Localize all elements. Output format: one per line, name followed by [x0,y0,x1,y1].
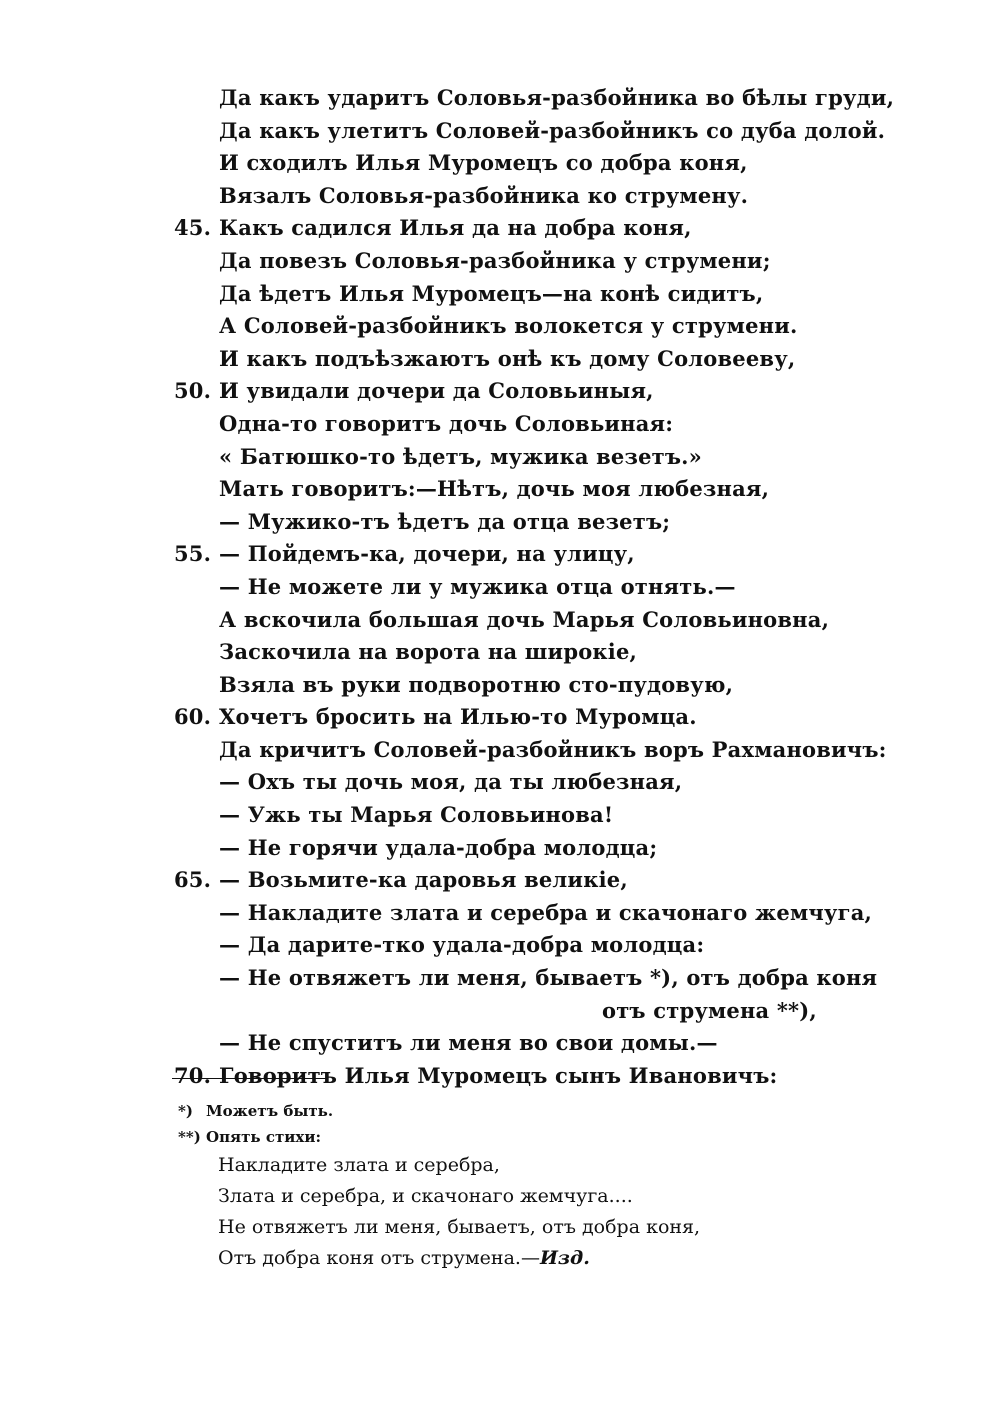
footnote-rule [172,1078,328,1079]
verse-line [0,147,1000,180]
footnote-text: Можетъ быть. [206,1102,334,1120]
footnote [0,1098,1000,1124]
verse-line-continuation [0,995,1000,1028]
verse-line [0,82,1000,115]
verse-line [0,538,1000,571]
line-text: Заскочила на ворота на широкіе, [219,639,638,665]
line-text: — Не можете ли у мужика отца отнять.— [219,573,736,599]
footnote-mark: **) [178,1128,201,1146]
verse-line [0,897,1000,930]
verse-line [0,734,1000,767]
footnote-verse [0,1150,1000,1274]
verse-line [0,701,1000,734]
footnote-verse-words: Накладите злата и серебра, [218,1154,500,1176]
footnote-verse-text [218,1181,633,1212]
line-number: 45. [174,215,212,241]
verse-line [0,1027,1000,1060]
verse-line [0,864,1000,897]
line-text: Да какъ улетитъ Соловей-разбойникъ со дуба долой. [219,117,886,143]
verse-line [0,245,1000,278]
line-text: « Батюшко-то ѣдетъ, мужика везетъ.» [219,443,703,469]
footnote [0,1124,1000,1150]
verse-line [0,799,1000,832]
editor-mark: Изд. [539,1247,590,1269]
line-text: Хочетъ бросить на Илью-то Муромца. [219,704,697,730]
verse-line [0,669,1000,702]
line-text: — Ужь ты Марья Соловьинова! [219,802,614,828]
line-text: И какъ подъѣзжаютъ онѣ къ дому Соловееву, [219,345,796,371]
footnote-verse-text [218,1243,590,1274]
verse-line [0,343,1000,376]
line-text: — Пойдемъ-ка, дочери, на улицу, [219,541,635,567]
line-text: Какъ садился Илья да на добра коня, [219,215,692,241]
verse-line [0,115,1000,148]
verse-line [0,473,1000,506]
line-text: Да повезъ Соловья-разбойника у струмени; [219,247,771,273]
line-text: Вязалъ Соловья-разбойника ко струмену. [219,182,749,208]
line-text: отъ струмена **), [602,997,817,1023]
line-text: — Мужико-тъ ѣдетъ да отца везетъ; [219,508,671,534]
verse-line [0,278,1000,311]
line-text: Взяла въ руки подворотню сто-пудовую, [219,671,734,697]
verse-line [0,441,1000,474]
line-text: Да ѣдетъ Илья Муромецъ—на конѣ сидитъ, [219,280,764,306]
footnote-verse-line [0,1212,1000,1243]
verse-line [0,929,1000,962]
footnote-verse-text [218,1212,700,1243]
line-text: Одна-то говоритъ дочь Соловьиная: [219,410,674,436]
footnote-verse-words: Злата и серебра, и скачонаго жемчуга.... [218,1185,633,1207]
footnote-text: Опять стихи: [206,1128,321,1146]
line-number: 60. [174,704,212,730]
line-text: И сходилъ Илья Муромецъ со добра коня, [219,150,748,176]
verse-line [0,1060,1000,1093]
footnote-verse-line [0,1243,1000,1274]
verse-block [0,82,1000,1092]
verse-line [0,604,1000,637]
verse-line [0,180,1000,213]
verse-line [0,310,1000,343]
verse-line [0,766,1000,799]
verse-line [0,636,1000,669]
footnote-verse-words: Не отвяжетъ ли меня, бываетъ, отъ добра коня, [218,1216,701,1238]
line-text: — Возьмите-ка даровья великіе, [219,867,628,893]
line-text: — Да дарите-тко удала-добра молодца: [219,932,705,958]
line-text: А Соловей-разбойникъ волокется у струмени. [219,313,798,339]
verse-line [0,408,1000,441]
line-number: 50. [174,378,212,404]
verse-line [0,375,1000,408]
footnote-verse-text [218,1150,500,1181]
line-text: — Не горячи удала-добра молодца; [219,834,658,860]
line-text: Да какъ ударитъ Соловья-разбойника во бѣлы груди, [219,85,895,110]
line-text: И увидали дочери да Соловьиныя, [219,378,654,404]
line-text: — Не спуститъ ли меня во свои домы.— [219,1030,718,1056]
line-text: — Накладите злата и серебра и скачонаго жемчуга, [219,899,873,925]
verse-line [0,832,1000,865]
footnote-verse-words: Отъ добра коня отъ струмена.— [218,1247,540,1269]
line-number: 65. [174,867,212,893]
line-text: — Охъ ты дочь моя, да ты любезная, [219,769,683,795]
footnote-verse-line [0,1181,1000,1212]
verse-line [0,962,1000,995]
footnote-verse-line [0,1150,1000,1181]
footnotes [0,1098,1000,1150]
line-text: Да кричитъ Соловей-разбойникъ воръ Рахмановичъ: [219,736,887,762]
verse-line [0,571,1000,604]
line-text: Говоритъ Илья Муромецъ сынъ Ивановичъ: [219,1062,778,1088]
line-number: 70. [174,1062,212,1088]
line-number: 55. [174,541,212,567]
line-text: — Не отвяжетъ ли меня, бываетъ *), отъ добра коня [219,965,878,991]
verse-line [0,506,1000,539]
verse-line [0,212,1000,245]
line-text: А вскочила большая дочь Марья Соловьиновна, [219,606,830,632]
footnote-mark: *) [178,1102,193,1120]
line-text: Мать говоритъ:—Нѣтъ, дочь моя любезная, [219,476,770,502]
